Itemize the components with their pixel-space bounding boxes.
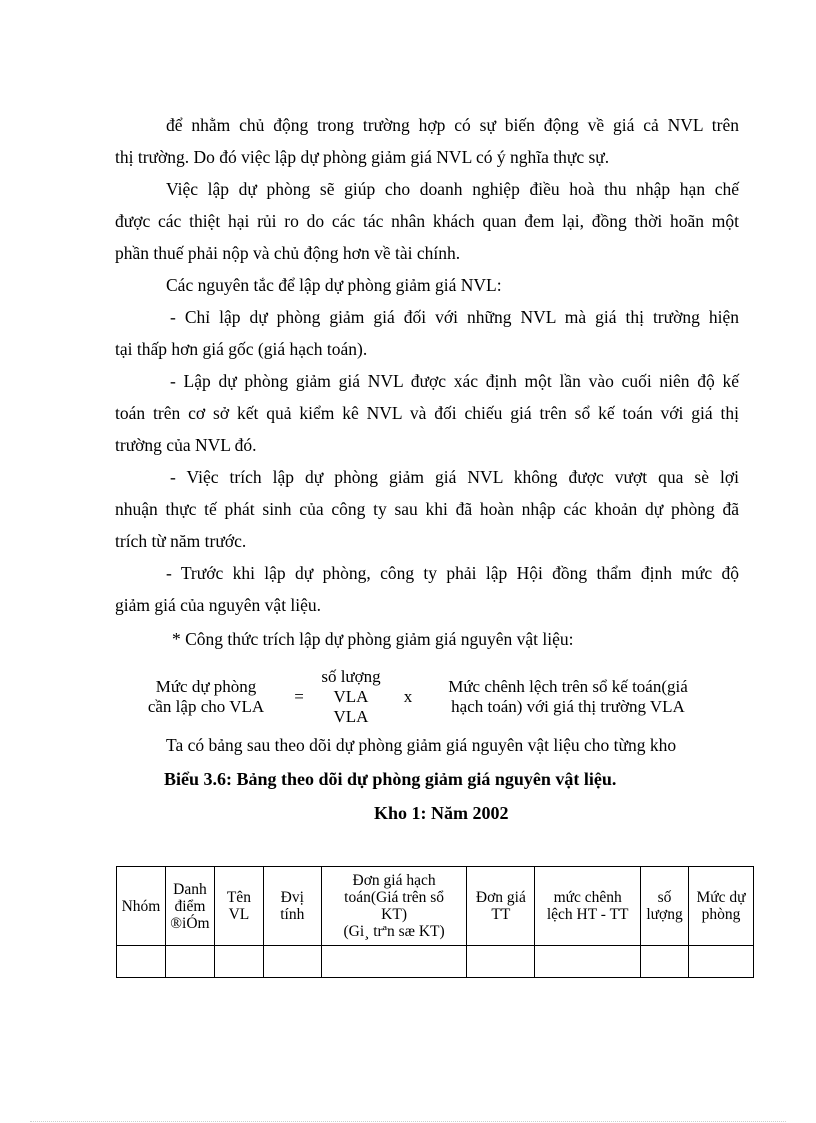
- paragraph-line: được các thiệt hại rủi ro do các tác nhân khách quan đem lại, đồng thời hoãn một: [115, 211, 739, 231]
- table-cell: [535, 946, 641, 978]
- table-intro: Ta có bảng sau theo dõi dự phòng giảm giá nguyên vật liệu cho từng kho: [166, 735, 677, 755]
- formula-right-line: hạch toán) với giá thị trường VLA: [451, 697, 685, 716]
- header-text: Đơn giá hạch: [352, 872, 436, 889]
- table-cell: [641, 946, 689, 978]
- table-header-row: [117, 867, 754, 946]
- paragraph-line: Các nguyên tắc để lập dự phòng giảm giá NVL:: [166, 275, 502, 295]
- header-text: Mức dự: [696, 889, 746, 906]
- provision-table: [116, 866, 754, 978]
- header-text: ®iÓm: [170, 914, 210, 932]
- header-cell: [641, 867, 689, 946]
- bullet-line: toán trên cơ sở kết quả kiểm kê NVL và đối chiếu giá trên sổ kế toán với giá thị: [115, 403, 739, 423]
- header-cell: [689, 867, 754, 946]
- header-cell: [263, 867, 321, 946]
- table-cell: [689, 946, 754, 978]
- bullet-line: - Lập dự phòng giảm giá NVL được xác định một lần vào cuối niên độ kế: [170, 371, 739, 391]
- header-text: Nhóm: [121, 897, 161, 915]
- header-text: tính: [280, 906, 305, 923]
- header-text: mức chênh: [553, 889, 622, 906]
- header-text: Danh: [173, 880, 207, 898]
- paragraph-line: Việc lập dự phòng sẽ giúp cho doanh nghiệp điều hoà thu nhập hạn chế: [166, 179, 739, 199]
- formula-quantity: [314, 667, 388, 727]
- table-title: Biểu 3.6: Bảng theo dõi dự phòng giảm giá nguyên vật liệu.: [164, 769, 617, 789]
- header-cell: [214, 867, 263, 946]
- table-cell: [263, 946, 321, 978]
- header-text: lệch HT - TT: [546, 906, 629, 923]
- header-text: Đơn giá: [475, 889, 526, 906]
- formula-intro: * Công thức trích lập dự phòng giảm giá nguyên vật liệu:: [172, 629, 574, 649]
- bullet-line: giảm giá của nguyên vật liệu.: [115, 595, 322, 615]
- paragraph-line: để nhằm chủ động trong trường hợp có sự biến động về giá cả NVL trên: [166, 115, 739, 135]
- formula-quantity-line: VLA: [333, 707, 369, 726]
- header-cell: [165, 867, 214, 946]
- header-text: TT: [491, 906, 511, 923]
- header-text: KT): [381, 906, 407, 923]
- bullet-line: - Chỉ lập dự phòng giảm giá đối với những NVL mà giá thị trường hiện: [170, 307, 739, 327]
- table-subtitle: Kho 1: Năm 2002: [374, 803, 509, 823]
- header-cell: [467, 867, 535, 946]
- paragraph-line: thị trường. Do đó việc lập dự phòng giảm giá NVL có ý nghĩa thực sự.: [115, 147, 610, 167]
- bullet-line: - Việc trích lập dự phòng giảm giá NVL không được vượt qua sè lợi: [170, 467, 739, 487]
- bullet-line: tại thấp hơn giá gốc (giá hạch toán).: [115, 339, 368, 359]
- formula-equals: =: [294, 687, 304, 706]
- header-text: Tên: [226, 889, 251, 906]
- formula-quantity-line: VLA: [333, 687, 369, 706]
- table-cell: [214, 946, 263, 978]
- table-cell: [117, 946, 166, 978]
- header-text: số: [657, 889, 672, 906]
- formula-left-line: Mức dự phòng: [155, 677, 257, 696]
- formula-left: [138, 677, 274, 717]
- bullet-line: nhuận thực tế phát sinh của công ty sau khi đã hoàn nhập các khoản dự phòng đã: [115, 499, 739, 519]
- table-cell: [467, 946, 535, 978]
- header-text: lượng: [646, 906, 683, 923]
- paragraph-line: phần thuế phải nộp và chủ động hơn về tài chính.: [115, 243, 461, 263]
- formula-times: x: [403, 687, 413, 706]
- table-cell: [165, 946, 214, 978]
- header-text: VL: [228, 906, 250, 923]
- header-text: (Gi¸ trªn sæ KT): [343, 923, 445, 940]
- header-cell: [535, 867, 641, 946]
- formula-left-line: cần lập cho VLA: [147, 697, 265, 716]
- table-cell: [321, 946, 467, 978]
- table-row: [117, 946, 754, 978]
- bullet-line: trích từ năm trước.: [115, 531, 247, 551]
- header-text: toán(Giá trên sổ: [344, 889, 445, 906]
- bullet-line: trường của NVL đó.: [115, 435, 257, 455]
- header-text: điểm: [174, 897, 206, 915]
- header-text: phòng: [701, 906, 741, 923]
- page-bottom-divider: [30, 1121, 786, 1122]
- formula-right: [428, 677, 708, 717]
- formula-right-line: Mức chênh lệch trên sổ kế toán(giá: [448, 677, 688, 696]
- formula-quantity-line: số lượng: [321, 667, 381, 686]
- bullet-line: - Trước khi lập dự phòng, công ty phải lập Hội đồng thẩm định mức độ: [166, 563, 739, 583]
- header-cell: [321, 867, 467, 946]
- header-text: Đvị: [280, 889, 304, 906]
- header-cell: [117, 867, 166, 946]
